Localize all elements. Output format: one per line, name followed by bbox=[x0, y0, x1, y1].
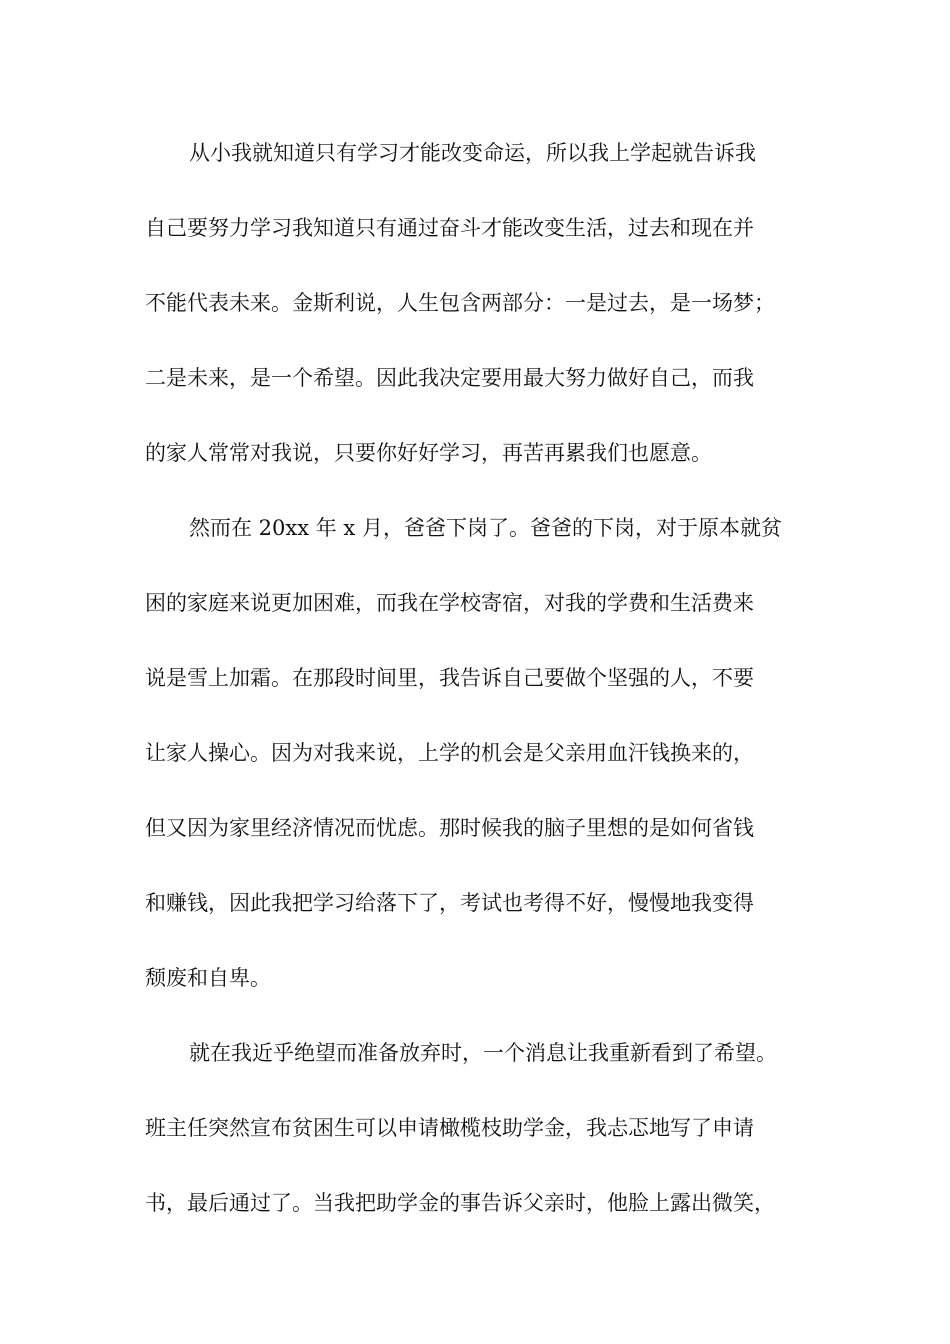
document-body bbox=[145, 132, 825, 1257]
paragraph-2-line-3: 说是雪上加霜。在那段时间里，我告诉自己要做个坚强的人，不要 bbox=[145, 666, 754, 690]
paragraph-1-line-1: 从小我就知道只有学习才能改变命运，所以我上学起就告诉我 bbox=[189, 141, 756, 165]
paragraph-2-line-2: 困的家庭来说更加困难，而我在学校寄宿，对我的学费和生活费来 bbox=[145, 591, 754, 615]
paragraph-3-line-3: 书，最后通过了。当我把助学金的事告诉父亲时，他脸上露出微笑， bbox=[145, 1191, 775, 1215]
paragraph-1-line-3: 不能代表未来。金斯利说，人生包含两部分：一是过去，是一场梦； bbox=[145, 291, 775, 315]
paragraph-3-line-2: 班主任突然宣布贫困生可以申请橄榄枝助学金，我忐忑地写了申请 bbox=[145, 1116, 754, 1140]
paragraph-2-line-7: 颓废和自卑。 bbox=[145, 966, 271, 990]
paragraph-1-line-4: 二是未来，是一个希望。因此我决定要用最大努力做好自己，而我 bbox=[145, 366, 754, 390]
paragraph-1-line-2: 自己要努力学习我知道只有通过奋斗才能改变生活，过去和现在并 bbox=[145, 216, 754, 240]
paragraph-2-line-1: 然而在 20xx 年 x 月，爸爸下岗了。爸爸的下岗，对于原本就贫 bbox=[189, 516, 782, 540]
paragraph-3-line-1: 就在我近乎绝望而准备放弃时，一个消息让我重新看到了希望。 bbox=[189, 1041, 777, 1065]
paragraph-2-line-5: 但又因为家里经济情况而忧虑。那时候我的脑子里想的是如何省钱 bbox=[145, 816, 754, 840]
paragraph-1-line-5: 的家人常常对我说，只要你好好学习，再苦再累我们也愿意。 bbox=[145, 441, 712, 465]
paragraph-2-line-4: 让家人操心。因为对我来说，上学的机会是父亲用血汗钱换来的， bbox=[145, 741, 754, 765]
paragraph-2-line-6: 和赚钱，因此我把学习给落下了，考试也考得不好，慢慢地我变得 bbox=[145, 891, 754, 915]
